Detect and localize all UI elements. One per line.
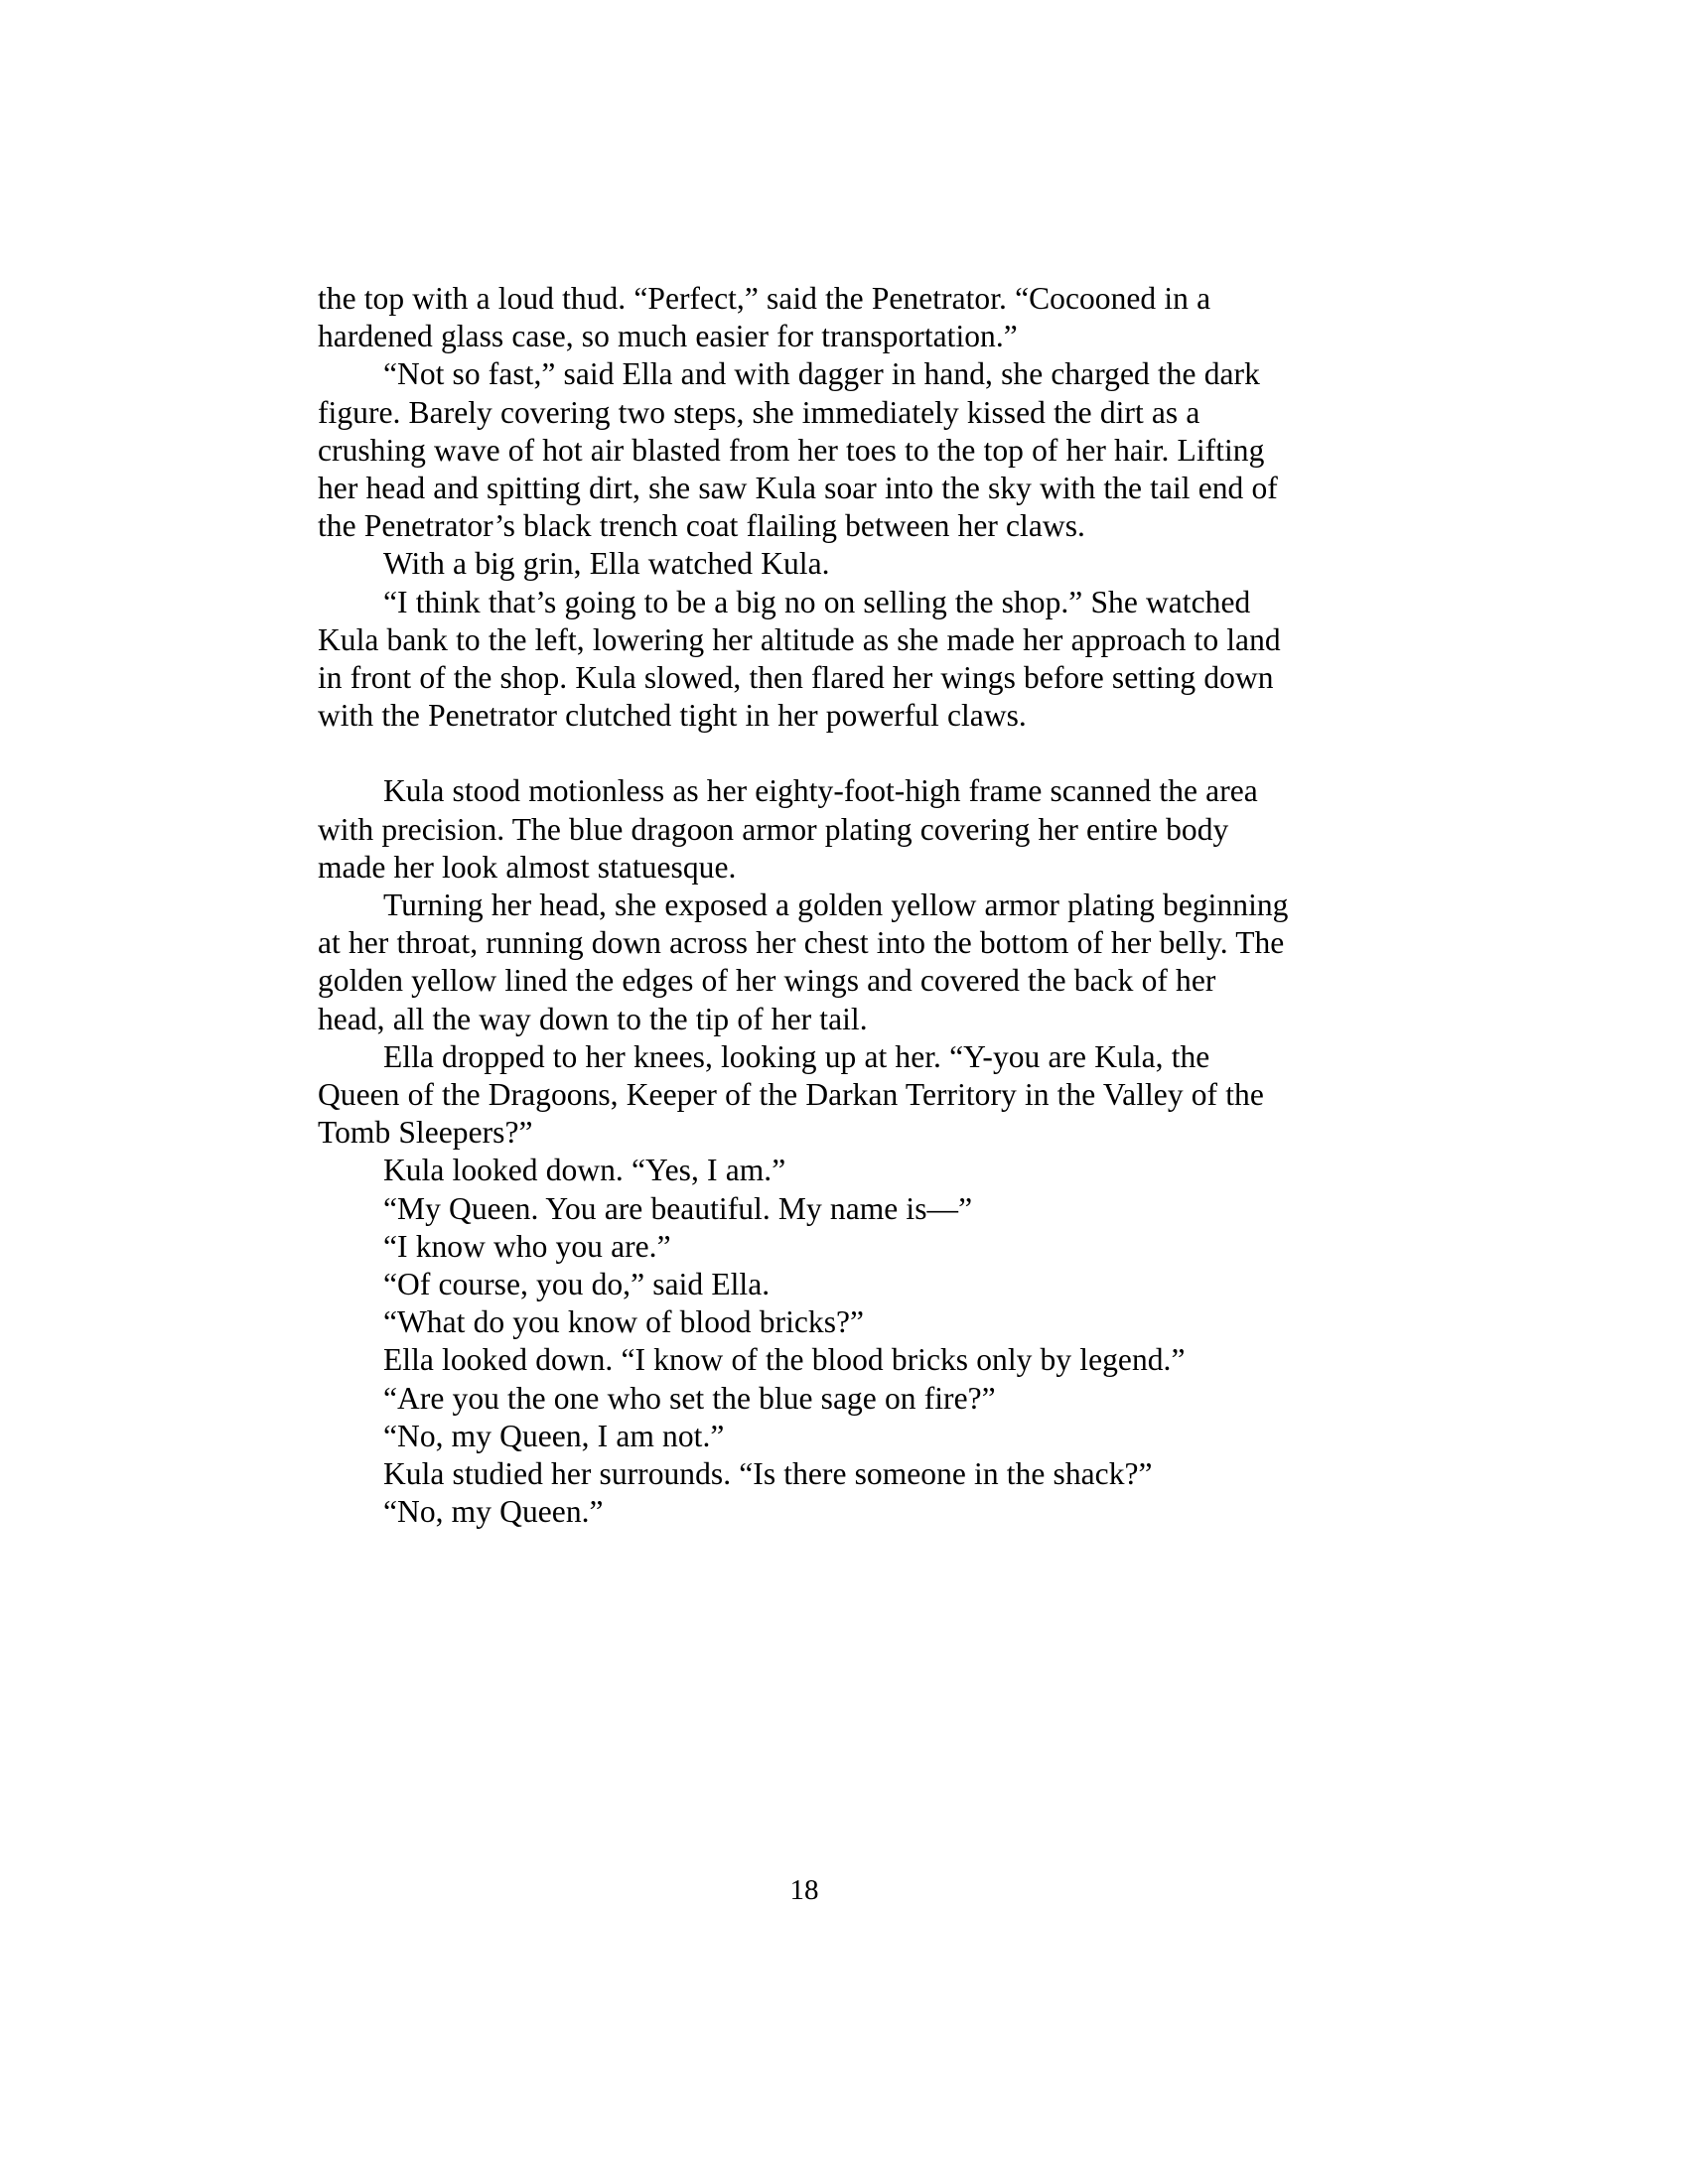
paragraph: “Not so fast,” said Ella and with dagger in hand, she charged the dark figure. Barely covering two steps, she immediately kissed the dirt as a crushing wave of hot air blasted from her toes to the top of her hair. Lifting her head and spitting dirt, she saw Kula soar into the sky with the tail end of the Penetrator’s black trench coat flailing between her claws. (318, 356, 1278, 544)
paragraph: “No, my Queen, I am not.” (383, 1418, 725, 1453)
paragraph: “Are you the one who set the blue sage on fire?” (383, 1380, 996, 1416)
paragraph: Kula looked down. “Yes, I am.” (383, 1153, 786, 1188)
paragraph: “I think that’s going to be a big no on selling the shop.” She watched Kula bank to the left, lowering her altitude as she made her approach to land in front of the shop. Kula slowed, then flared her wings before setting down with the Penetrator clutched tight in her powerful claws. (318, 584, 1281, 734)
paragraph: the top with a loud thud. “Perfect,” said the Penetrator. “Cocooned in a hardened glass case, so much easier for transportation.” (318, 281, 1211, 354)
paragraph: Kula studied her surrounds. “Is there someone in the shack?” (383, 1456, 1153, 1492)
paragraph: “My Queen. You are beautiful. My name is—” (383, 1190, 973, 1226)
body-text-column (318, 280, 1291, 1532)
page-number: 18 (789, 1874, 819, 1906)
paragraph: “What do you know of blood bricks?” (383, 1304, 865, 1340)
paragraph: Ella dropped to her knees, looking up at her. “Y-you are Kula, the Queen of the Dragoons, Keeper of the Darkan Territory in the Valley of the Tomb Sleepers?” (318, 1038, 1264, 1151)
paragraph: Ella looked down. “I know of the blood bricks only by legend.” (383, 1342, 1186, 1378)
paragraph: Turning her head, she exposed a golden yellow armor plating beginning at her throat, running down across her chest into the bottom of her belly. The golden yellow lined the edges of her wings and covered the back of her head, all the way down to the tip of her tail. (318, 887, 1289, 1036)
paragraph: Kula stood motionless as her eighty-foot-high frame scanned the area with precision. The blue dragoon armor plating covering her entire body made her look almost statuesque. (318, 773, 1258, 885)
paragraph: “No, my Queen.” (383, 1494, 604, 1530)
paragraph: “I know who you are.” (383, 1228, 671, 1264)
paragraph: With a big grin, Ella watched Kula. (383, 546, 830, 582)
paragraph: “Of course, you do,” said Ella. (383, 1267, 771, 1302)
